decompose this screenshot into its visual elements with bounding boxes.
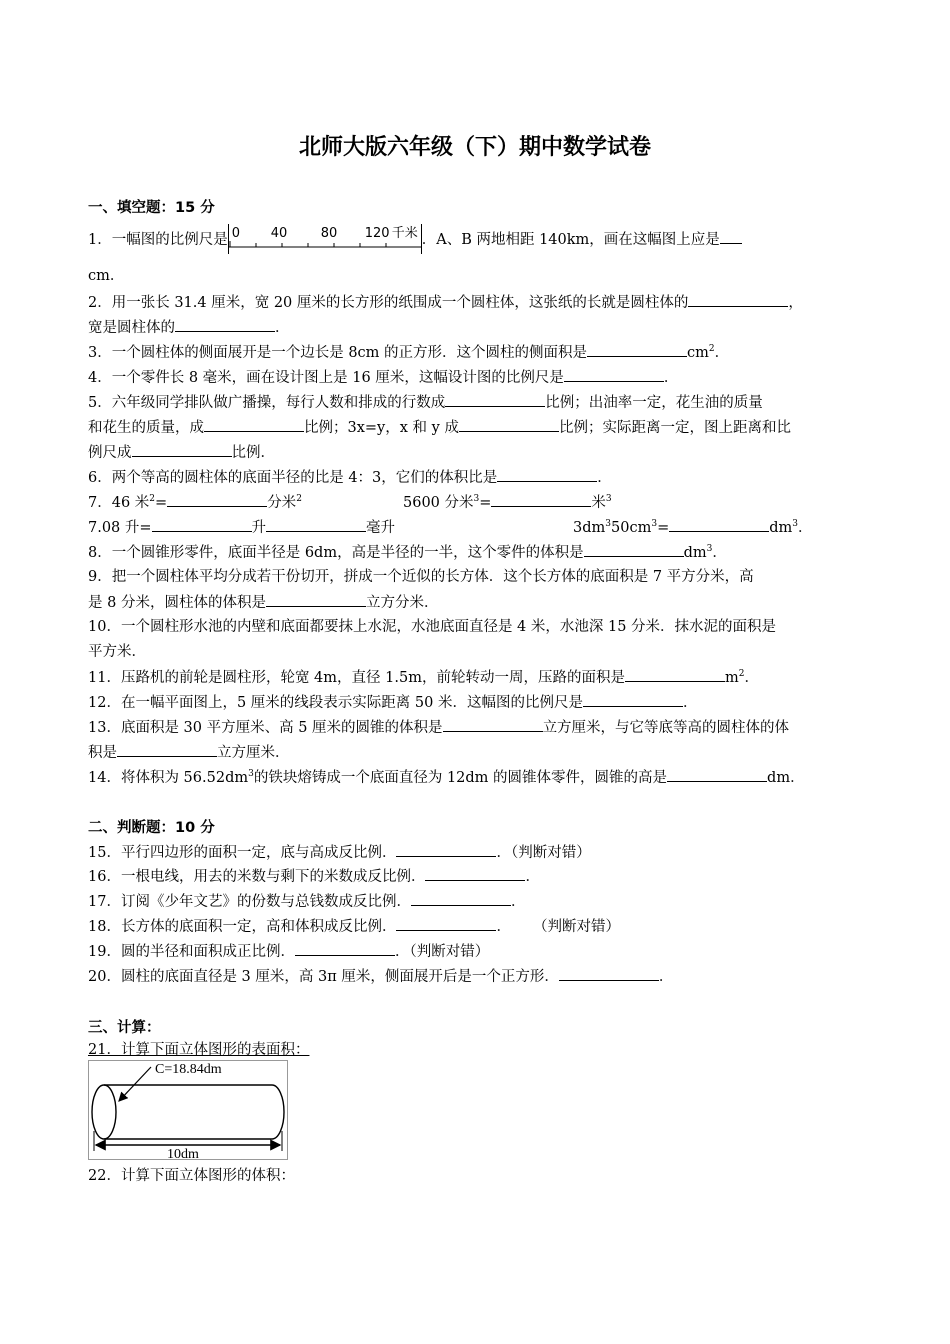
answer-blank[interactable] <box>396 842 496 857</box>
question-9-cont: 是 8 分米，圆柱体的体积是 立方分米． <box>88 592 438 613</box>
question-5-cont2: 例尺成 比例． <box>88 442 275 463</box>
section-true-false: 二、判断题：10 分 <box>88 820 215 836</box>
question-11: 11．压路机的前轮是圆柱形，轮宽 4m，直径 1.5m，前轮转动一周，压路的面积是 $m^2$． <box>88 669 759 686</box>
question-5: 5．六年级同学排队做广播操，每行人数和排成的行数成 比例；出油率一定，花生油的质量 <box>88 392 763 413</box>
question-7: 7．46 米$^2$= 分米$^2$ <box>88 494 302 511</box>
scale-label-0: 0 <box>231 226 241 241</box>
answer-blank[interactable] <box>459 417 559 432</box>
answer-blank[interactable] <box>425 866 525 881</box>
question-3: 3．一个圆柱体的侧面展开是一个边长是 8cm 的正方形．这个圆柱的侧面积是 $cm^2$． <box>88 344 730 361</box>
answer-blank[interactable] <box>445 392 545 407</box>
answer-blank[interactable] <box>443 717 543 732</box>
answer-blank[interactable] <box>411 891 511 906</box>
answer-blank[interactable] <box>491 492 591 507</box>
answer-blank[interactable] <box>175 317 275 332</box>
question-6: 6．两个等高的圆柱体的底面半径的比是 4：3，它们的体积比是 ． <box>88 467 612 488</box>
question-21: 21．计算下面立体图形的表面积： <box>88 1042 310 1058</box>
question-7-part3: 7.08 升= 升 毫升 <box>88 517 395 538</box>
answer-blank[interactable] <box>583 692 683 707</box>
question-20: 20．圆柱的底面直径是 3 厘米，高 3π 厘米，侧面展开后是一个正方形． ． <box>88 966 673 987</box>
question-13: 13．底面积是 30 平方厘米、高 5 厘米的圆锥的体积是 立方厘米，与它等底等高的圆柱体的体 <box>88 717 789 738</box>
question-4: 4．一个零件长 8 毫米，画在设计图上是 16 厘米，这幅设计图的比例尺是 ． <box>88 367 678 388</box>
answer-blank[interactable] <box>497 467 597 482</box>
answer-blank[interactable] <box>266 517 366 532</box>
question-10-cont: 平方米． <box>88 644 146 660</box>
question-2: 2．用一张长 31.4 厘米，宽 20 厘米的长方形的纸围成一个圆柱体，这张纸的长就是圆柱体的 ， <box>88 292 803 313</box>
question-17: 17．订阅《少年文艺》的份数与总钱数成反比例． ． <box>88 891 525 912</box>
question-22: 22．计算下面立体图形的体积： <box>88 1168 295 1184</box>
answer-blank[interactable] <box>132 442 232 457</box>
question-7-part2: 5600 分米$^3$= 米$^3$ <box>403 494 612 511</box>
circumference-label: C=18.84dm <box>155 1062 222 1077</box>
question-16: 16．一根电线，用去的米数与剩下的米数成反比例． ． <box>88 866 540 887</box>
question-18: 18．长方体的底面积一定，高和体积成反比例． ． （判断对错） <box>88 916 620 937</box>
question-7-part4: $3dm^350cm^3= dm^3$． <box>573 519 813 536</box>
answer-blank[interactable] <box>396 916 496 931</box>
answer-blank[interactable] <box>688 292 788 307</box>
question-5-cont: 和花生的质量，成 比例；3x=y，x 和 y 成 比例；实际距离一定，图上距离和比 <box>88 417 791 438</box>
answer-blank[interactable] <box>559 966 659 981</box>
answer-blank[interactable] <box>720 229 742 244</box>
section-fill-in: 一、填空题：15 分 <box>88 200 215 216</box>
answer-blank[interactable] <box>669 517 769 532</box>
question-19: 19．圆的半径和面积成正比例． ．（判断对错） <box>88 941 489 962</box>
question-8: 8．一个圆锥形零件，底面半径是 6dm，高是半径的一半，这个零件的体积是 $dm^3$． <box>88 544 727 561</box>
question-9: 9．把一个圆柱体平均分成若干份切开，拼成一个近似的长方体．这个长方体的底面积是 7 平方分米，高 <box>88 569 754 585</box>
cylinder-diagram <box>89 1061 287 1159</box>
scale-bar <box>228 224 422 254</box>
scale-label-80: 80 <box>320 226 338 241</box>
answer-blank[interactable] <box>295 941 395 956</box>
question-13-cont: 积是 立方厘米． <box>88 742 290 763</box>
scale-label-unit: 千米 <box>391 226 418 241</box>
question-12: 12．在一幅平面图上，5 厘米的线段表示实际距离 50 米．这幅图的比例尺是 ． <box>88 692 697 713</box>
scale-label-40: 40 <box>270 226 288 241</box>
answer-blank[interactable] <box>625 667 725 682</box>
answer-blank[interactable] <box>117 742 217 757</box>
scale-label-120: 120 <box>364 226 390 241</box>
answer-blank[interactable] <box>167 492 267 507</box>
answer-blank[interactable] <box>152 517 252 532</box>
answer-blank[interactable] <box>204 417 304 432</box>
answer-blank[interactable] <box>587 342 687 357</box>
answer-blank[interactable] <box>266 592 366 607</box>
page-title: 北师大版六年级（下）期中数学试卷 <box>298 135 651 160</box>
answer-blank[interactable] <box>584 542 684 557</box>
question-1-cont: cm． <box>88 268 125 284</box>
question-15: 15．平行四边形的面积一定，底与高成反比例． ．（判断对错） <box>88 842 591 863</box>
section-calculation: 三、计算： <box>88 1020 161 1036</box>
answer-blank[interactable] <box>667 767 767 782</box>
answer-blank[interactable] <box>564 367 664 382</box>
length-label: 10dm <box>167 1147 199 1159</box>
question-1: 1．一幅图的比例尺是 0 40 80 120 千米 ．A、B 两地相距 140km，画在这幅图上应是 <box>88 224 742 254</box>
question-2-cont: 宽是圆柱体的 ． <box>88 317 290 338</box>
cylinder-figure <box>88 1060 288 1160</box>
question-10: 10．一个圆柱形水池的内壁和底面都要抹上水泥，水池底面直径是 4 米，水池深 15 分米．抹水泥的面积是 <box>88 619 777 635</box>
question-14: 14．将体积为 $56.52dm^3$的铁块熔铸成一个底面直径为 12dm 的圆锥体零件，圆锥的高是 dm． <box>88 769 805 786</box>
